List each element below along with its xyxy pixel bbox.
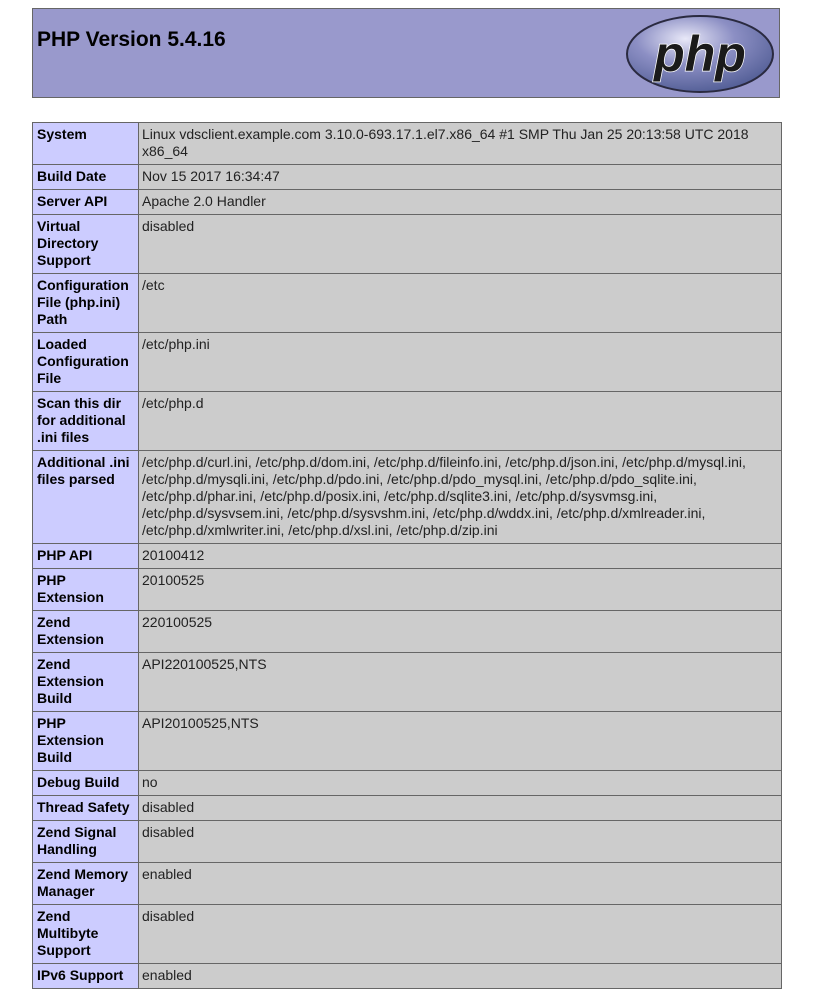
row-label: PHP Extension (33, 569, 139, 611)
row-value: Nov 15 2017 16:34:47 (139, 165, 782, 190)
row-value: /etc (139, 274, 782, 333)
row-label: PHP Extension Build (33, 712, 139, 771)
row-value: disabled (139, 905, 782, 964)
table-row (33, 215, 782, 274)
row-value: enabled (139, 964, 782, 989)
row-label: Thread Safety (33, 796, 139, 821)
table-row (33, 190, 782, 215)
row-label: Virtual Directory Support (33, 215, 139, 274)
table-row (33, 544, 782, 569)
table-row (33, 712, 782, 771)
row-label: Loaded Configuration File (33, 333, 139, 392)
table-row (33, 333, 782, 392)
row-value: 20100525 (139, 569, 782, 611)
row-value: no (139, 771, 782, 796)
row-label: Server API (33, 190, 139, 215)
table-row (33, 653, 782, 712)
row-value: 220100525 (139, 611, 782, 653)
table-row (33, 392, 782, 451)
row-value: disabled (139, 796, 782, 821)
table-row (33, 274, 782, 333)
table-row (33, 123, 782, 165)
row-label: Zend Multibyte Support (33, 905, 139, 964)
table-row (33, 771, 782, 796)
php-info-table (32, 122, 782, 989)
table-row (33, 821, 782, 863)
row-value: Linux vdsclient.example.com 3.10.0-693.17.1.el7.x86_64 #1 SMP Thu Jan 25 20:13:58 UTC 2018 x86_64 (139, 123, 782, 165)
row-label: Additional .ini files parsed (33, 451, 139, 544)
row-label: Scan this dir for additional .ini files (33, 392, 139, 451)
row-value: 20100412 (139, 544, 782, 569)
table-row (33, 905, 782, 964)
table-row (33, 569, 782, 611)
table-row (33, 611, 782, 653)
table-row (33, 165, 782, 190)
row-label: Zend Memory Manager (33, 863, 139, 905)
row-label: Zend Signal Handling (33, 821, 139, 863)
row-label: Zend Extension (33, 611, 139, 653)
row-label: Configuration File (php.ini) Path (33, 274, 139, 333)
row-value: API220100525,NTS (139, 653, 782, 712)
row-label: System (33, 123, 139, 165)
row-value: API20100525,NTS (139, 712, 782, 771)
page-title: PHP Version 5.4.16 (37, 28, 226, 51)
php-header (32, 8, 780, 98)
row-value: /etc/php.d/curl.ini, /etc/php.d/dom.ini, /etc/php.d/fileinfo.ini, /etc/php.d/json.ini, /etc/php.d/mysql.ini, /etc/php.d/mysqli.ini, /etc/php.d/pdo.ini, /etc/php.d/pdo_mysql.ini, /etc/php.d/pdo_sqlite.ini, /etc/php.d/phar.ini, /etc/php.d/posix.ini, /etc/php.d/sqlite3.ini, /etc/php.d/sysvmsg.ini, /etc/php.d/sysvsem.ini, /etc/php.d/sysvshm.ini, /etc/php.d/wddx.ini, /etc/php.d/xmlreader.ini, /etc/php.d/xmlwriter.ini, /etc/php.d/xsl.ini, /etc/php.d/zip.ini (139, 451, 782, 544)
row-value: Apache 2.0 Handler (139, 190, 782, 215)
row-value: /etc/php.ini (139, 333, 782, 392)
table-row (33, 796, 782, 821)
table-row (33, 964, 782, 989)
row-label: IPv6 Support (33, 964, 139, 989)
row-label: Build Date (33, 165, 139, 190)
row-value: /etc/php.d (139, 392, 782, 451)
row-value: disabled (139, 821, 782, 863)
table-row (33, 451, 782, 544)
logo-text: php (654, 26, 746, 82)
row-label: PHP API (33, 544, 139, 569)
row-value: disabled (139, 215, 782, 274)
row-label: Zend Extension Build (33, 653, 139, 712)
php-logo-icon[interactable] (625, 14, 775, 94)
table-row (33, 863, 782, 905)
row-label: Debug Build (33, 771, 139, 796)
row-value: enabled (139, 863, 782, 905)
